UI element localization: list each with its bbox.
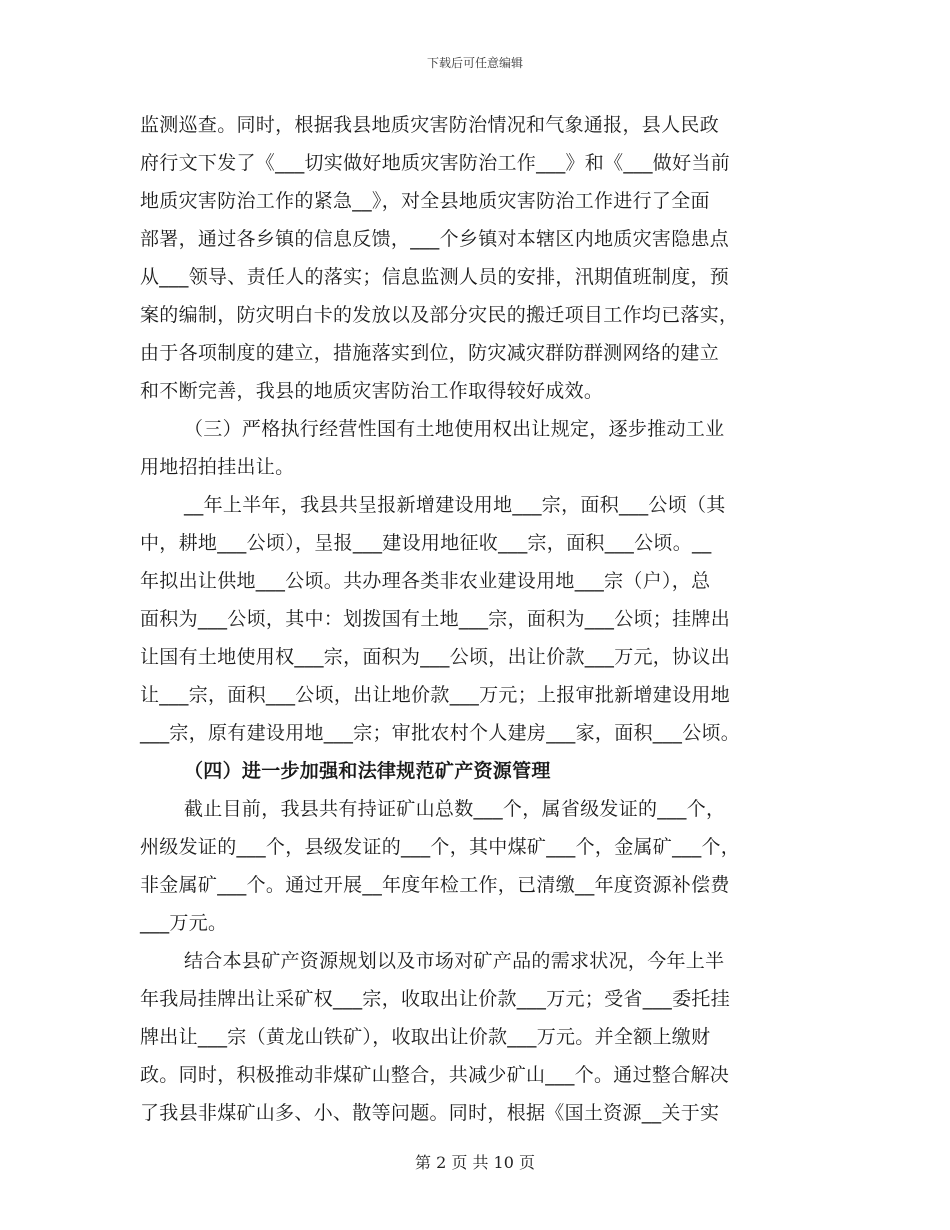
text-line: 年我局挂牌出让采矿权___宗，收取出让价款___万元；受省___委托挂	[140, 988, 731, 1010]
text-line: 让___宗，面积___公顷，出让地价款___万元；上报审批新增建设用地	[140, 684, 731, 706]
text-line: ___宗，原有建设用地___宗；审批农村个人建房___家，面积___公顷。	[140, 722, 741, 744]
text-line: 政。同时，积极推动非煤矿山整合，共减少矿山___个。通过整合解决	[140, 1064, 730, 1086]
page-number: 第 2 页 共 10 页	[415, 1153, 535, 1172]
text-line: 面积为___公顷，其中：划拨国有土地___宗，面积为___公顷；挂牌出	[140, 608, 731, 630]
section-heading-4: （四）进一步加强和法律规范矿产资源管理	[184, 760, 551, 782]
text-line: 牌出让___宗（黄龙山铁矿），收取出让价款___万元。并全额上缴财	[140, 1026, 711, 1048]
text-line: 年拟出让供地___公顷。共办理各类非农业建设用地___宗（户），总	[140, 570, 711, 592]
paragraph-start: __年上半年，我县共呈报新增建设用地___宗，面积___公顷（其	[184, 494, 726, 516]
text-line: 和不断完善，我县的地质灾害防治工作取得较好成效。	[140, 380, 604, 402]
text-line: 监测巡查。同时，根据我县地质灾害防治情况和气象通报，县人民政	[140, 114, 720, 136]
section-heading-3: （三）严格执行经营性国有土地使用权出让规定，逐步推动工业	[184, 418, 725, 440]
text-line: 地质灾害防治工作的紧急__》，对全县地质灾害防治工作进行了全面	[140, 190, 710, 212]
text-line: 非金属矿___个。通过开展__年度年检工作，已清缴__年度资源补偿费	[140, 874, 730, 896]
text-line: ___万元。	[140, 912, 228, 934]
paragraph-start: 截止目前，我县共有持证矿山总数___个，属省级发证的___个，	[184, 798, 726, 820]
paragraph-start: 结合本县矿产资源规划以及市场对矿产品的需求状况，今年上半	[184, 950, 725, 972]
text-line: 部署，通过各乡镇的信息反馈，___个乡镇对本辖区内地质灾害隐患点	[140, 228, 730, 250]
text-line: 州级发证的___个，县级发证的___个，其中煤矿___个，金属矿___个，	[140, 836, 741, 858]
text-line: 案的编制，防灾明白卡的发放以及部分灾民的搬迁项目工作均已落实，	[140, 304, 739, 326]
page-header: 下载后可任意编辑	[426, 56, 523, 70]
text-line: 了我县非煤矿山多、小、散等问题。同时，根据《国土资源__关于实	[140, 1102, 720, 1124]
text-line: 从___领导、责任人的落实；信息监测人员的安排，汛期值班制度，预	[140, 266, 730, 288]
text-line: 中，耕地___公顷），呈报___建设用地征收___宗，面积___公顷。__	[140, 532, 712, 554]
text-line: 府行文下发了《___切实做好地质灾害防治工作___》和《___做好当前	[140, 152, 731, 174]
text-line: 让国有土地使用权___宗，面积为___公顷，出让价款___万元，协议出	[140, 646, 731, 668]
text-line: 用地招拍挂出让。	[140, 456, 295, 478]
text-line: 由于各项制度的建立，措施落实到位，防灾减灾群防群测网络的建立	[140, 342, 720, 364]
document-body	[140, 106, 802, 1132]
